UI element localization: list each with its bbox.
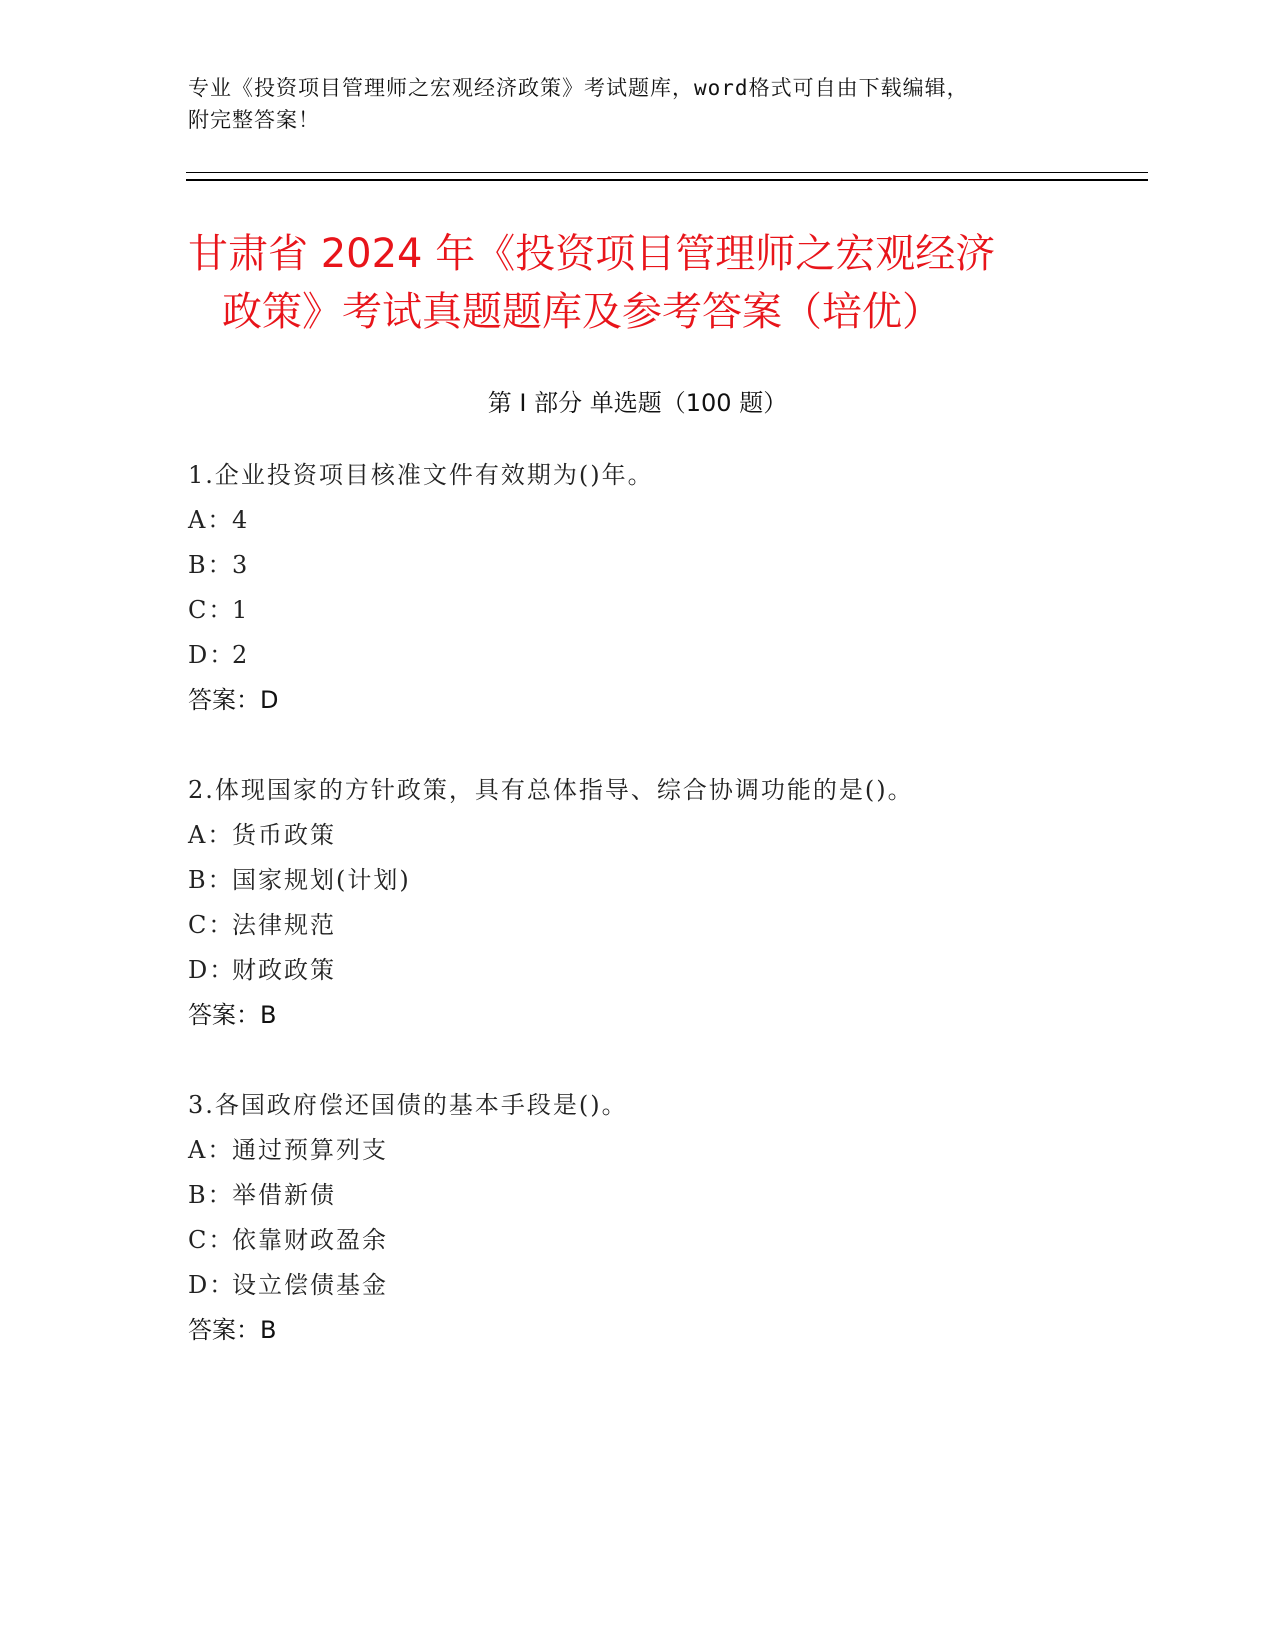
header-note-line: 附完整答案！: [188, 108, 320, 132]
option-a: [188, 498, 1128, 543]
option-d: [188, 1263, 1128, 1308]
option-key: B：: [188, 1181, 234, 1209]
option-key: D：: [188, 641, 236, 669]
option-key: C：: [188, 911, 235, 939]
option-key: B：: [188, 866, 234, 894]
option-a: [188, 1128, 1128, 1173]
option-text: 货币政策: [232, 821, 336, 849]
question-item: [188, 1083, 1128, 1353]
document-title: [188, 225, 1088, 341]
option-text: 举借新债: [232, 1181, 336, 1209]
option-c: [188, 588, 1128, 633]
option-key: A：: [188, 821, 234, 849]
document-title-line: 甘肃省 2024 年《投资项目管理师之宏观经济: [188, 231, 996, 277]
header-divider-thin: [186, 172, 1148, 173]
option-text: 3: [232, 551, 250, 579]
option-key: D：: [188, 956, 236, 984]
option-text: 1: [232, 596, 250, 624]
question-item: [188, 453, 1128, 723]
option-c: [188, 903, 1128, 948]
option-key: C：: [188, 1226, 235, 1254]
question-stem: 2.体现国家的方针政策，具有总体指导、综合协调功能的是()。: [188, 776, 914, 804]
header-note-line: 专业《投资项目管理师之宏观经济政策》考试题库，word格式可自由下载编辑，: [188, 76, 969, 100]
option-key: D：: [188, 1271, 236, 1299]
option-key: B：: [188, 551, 234, 579]
option-b: [188, 1173, 1128, 1218]
document-title-line: 政策》考试真题题库及参考答案（培优）: [222, 289, 942, 335]
option-text: 法律规范: [232, 911, 336, 939]
section-heading: 第 I 部分 单选题（100 题）: [487, 389, 788, 417]
header-divider-thick: [186, 179, 1148, 181]
question-item: [188, 768, 1128, 1038]
option-text: 通过预算列支: [232, 1136, 388, 1164]
option-text: 设立偿债基金: [232, 1271, 388, 1299]
header-note: [188, 72, 1088, 136]
option-b: [188, 543, 1128, 588]
option-d: [188, 633, 1128, 678]
question-stem: 3.各国政府偿还国债的基本手段是()。: [188, 1091, 628, 1119]
option-key: A：: [188, 506, 234, 534]
option-key: C：: [188, 596, 235, 624]
option-text: 国家规划(计划): [232, 866, 411, 894]
option-text: 依靠财政盈余: [232, 1226, 388, 1254]
option-c: [188, 1218, 1128, 1263]
option-text: 2: [232, 641, 250, 669]
answer-line: 答案：B: [188, 1316, 277, 1344]
question-stem: 1.企业投资项目核准文件有效期为()年。: [188, 461, 654, 489]
answer-line: 答案：D: [188, 686, 279, 714]
option-a: [188, 813, 1128, 858]
answer-line: 答案：B: [188, 1001, 277, 1029]
option-text: 财政政策: [232, 956, 336, 984]
option-b: [188, 858, 1128, 903]
option-text: 4: [232, 506, 250, 534]
option-key: A：: [188, 1136, 234, 1164]
option-d: [188, 948, 1128, 993]
